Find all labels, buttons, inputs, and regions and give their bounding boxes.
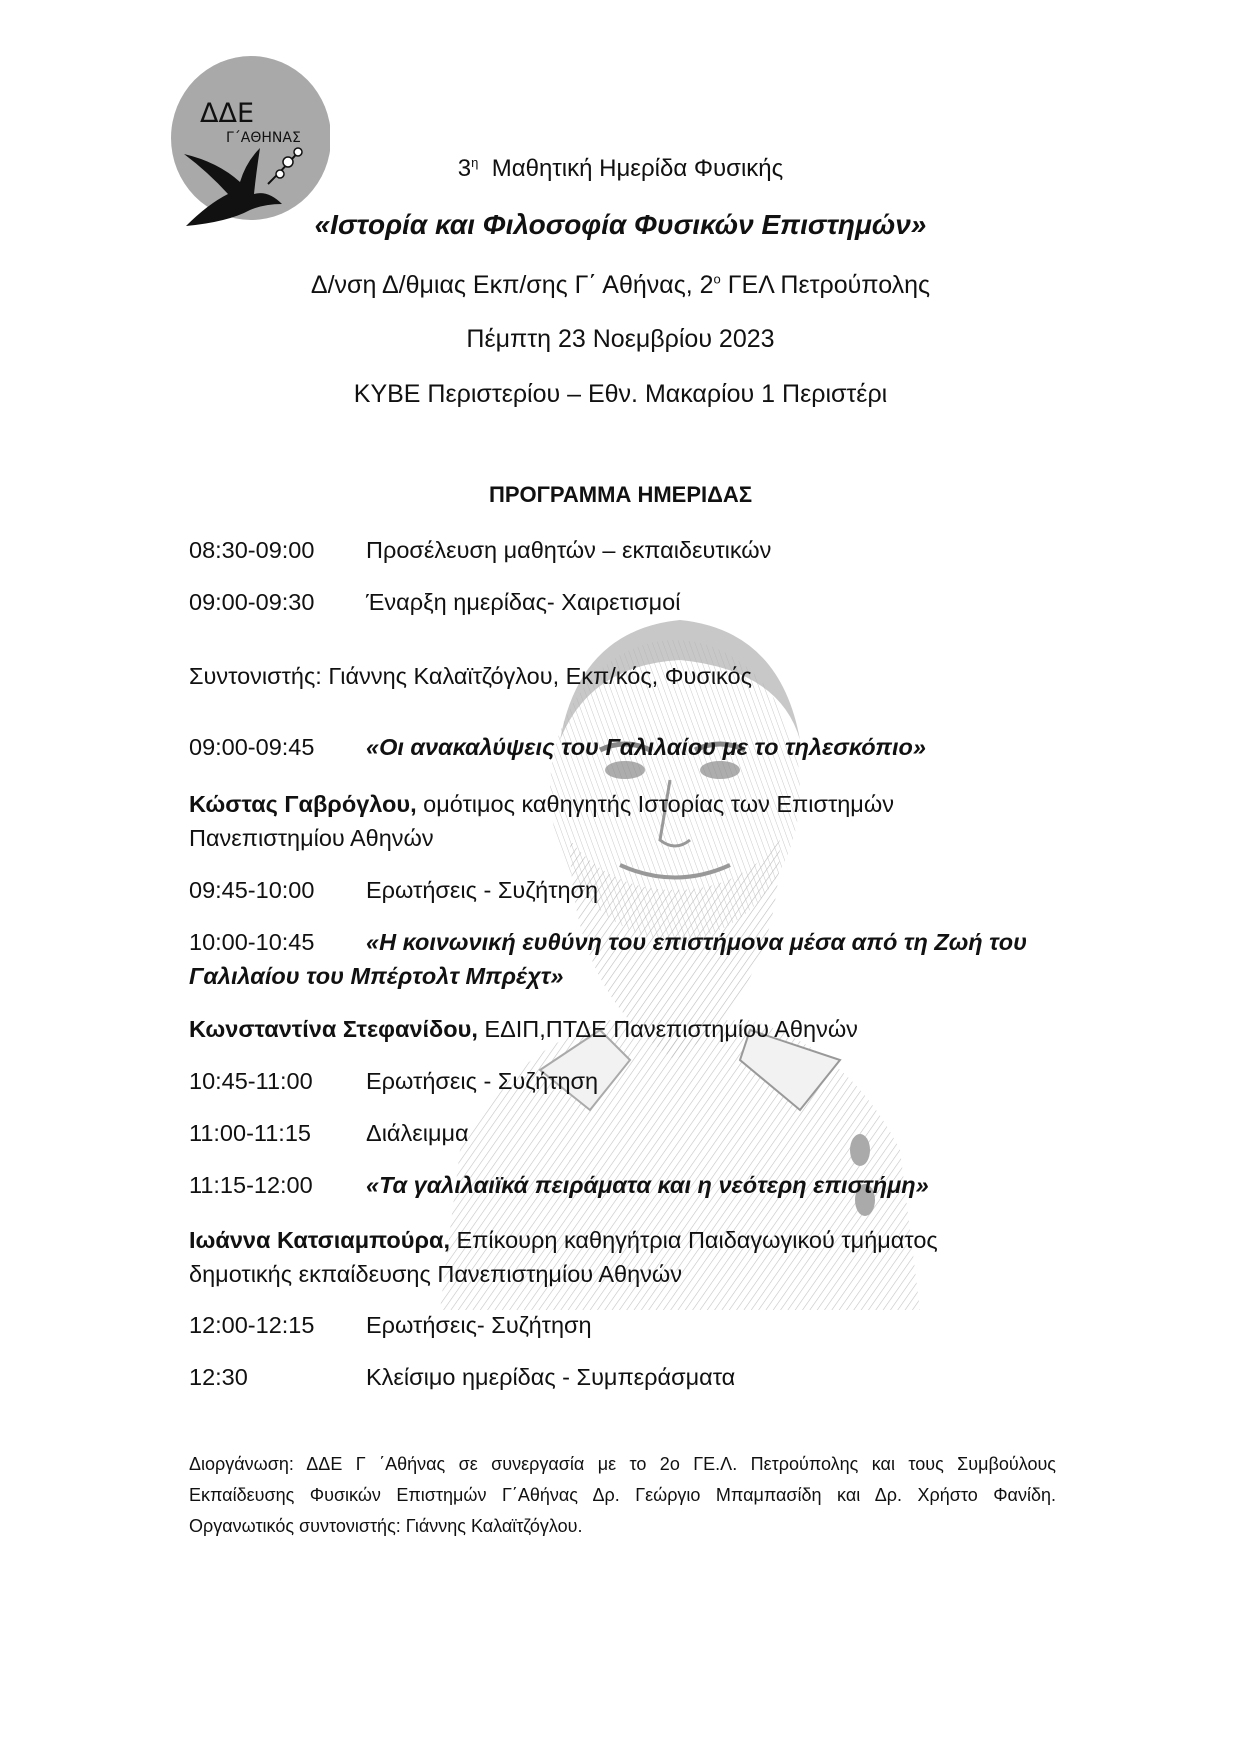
row-time: 12:30 [189,1364,248,1390]
row-time: 12:00-12:15 [189,1312,315,1338]
row-text: Ερωτήσεις - Συζήτηση [366,1068,599,1094]
program-row-talk1 [189,730,1059,764]
row-time: 10:45-11:00 [189,1068,313,1094]
program-row-closing [189,1360,1059,1394]
event-title [0,155,1241,183]
speaker2 [189,1012,1059,1046]
program-row-talk2 [189,925,1059,993]
speaker-role: Επίκουρη καθηγήτρια Παιδαγωγικού τμήματος [449,1227,938,1253]
program-row-qa1 [189,873,1059,907]
dde-logo [168,54,330,226]
row-time: 11:15-12:00 [189,1172,313,1198]
row-text: Ερωτήσεις - Συζήτηση [366,877,599,903]
organizer-suffix: ΓΕΛ Πετρούπολης [720,271,931,299]
speaker1 [189,787,1059,855]
row-text: Προσέλευση μαθητών – εκπαιδευτικών [366,537,772,563]
speaker-name: Ιωάννα Κατσιαμπούρα, [189,1227,450,1253]
organizer-prefix: Δ/νση Δ/θμιας Εκπ/σης Γ΄ Αθήνας, 2 [310,271,714,299]
row-text: Κλείσιμο ημερίδας - Συμπεράσματα [366,1364,736,1390]
speaker-role-cont: Πανεπιστημίου Αθηνών [189,825,434,851]
program-heading: ΠΡΟΓΡΑΜΜΑ ΗΜΕΡΙΔΑΣ [488,482,753,507]
program-row-qa2 [189,1064,1059,1098]
speaker-role-cont: δημοτικής εκπαίδευσης Πανεπιστημίου Αθηνών [189,1261,683,1287]
event-date: Πέμπτη 23 Νοεμβρίου 2023 [466,325,775,353]
event-title-text: Μαθητική Ημερίδα Φυσικής [491,155,784,182]
organizer-sup: ο [713,271,721,287]
speaker-name: Κώστας Γαβρόγλου, [189,791,417,817]
row-time: 09:45-10:00 [189,877,315,903]
organization-footer: Διοργάνωση: ΔΔΕ Γ ΄Αθήνας σε συνεργασία με το 2ο ΓΕ.Λ. Πετρούπολης και τους Συμβούλους Εκπαίδευσης Φυσικών Επιστημών Γ΄Αθήνας Δρ. Γεώργιο Μπαμπασίδη και Δρ. Χρήστο Φανίδη. Οργανωτικός συντονιστής: Γιάννης Καλαϊτζόγλου. [189,1454,1056,1536]
program-row-talk3 [189,1168,1059,1202]
speaker-role: ομότιμος καθηγητής Ιστορίας των Επιστημών [416,791,894,817]
event-sup: η [471,155,479,170]
program-row-arrival [189,533,1059,567]
moderator-line: Συντονιστής: Γιάννης Καλαϊτζόγλου, Εκπ/κός, Φυσικός [189,663,752,689]
row-time: 09:00-09:45 [189,734,315,760]
logo-subtitle: Γ΄ΑΘΗΝΑΣ [226,130,301,146]
event-theme: «Ιστορία και Φιλοσοφία Φυσικών Επιστημών» [314,209,927,240]
row-time: 10:00-10:45 [189,929,315,955]
row-time: 08:30-09:00 [189,537,315,563]
program-row-qa3 [189,1308,1059,1342]
speaker3 [189,1223,1059,1291]
row-text: Διάλειμμα [366,1120,469,1146]
talk-title: «Οι ανακαλύψεις του Γαλιλαίου με το τηλεσκόπιο» [366,734,926,760]
speaker-name: Κωνσταντίνα Στεφανίδου, [189,1016,478,1042]
program-row-opening [189,585,1059,619]
logo-title: ΔΔΕ [200,98,254,129]
row-text: Ερωτήσεις- Συζήτηση [366,1312,592,1338]
talk-title-cont: Γαλιλαίου του Μπέρτολτ Μπρέχτ» [189,963,564,989]
organizer [0,271,1241,300]
speaker-role: ΕΔΙΠ,ΠΤΔΕ Πανεπιστημίου Αθηνών [477,1016,858,1042]
event-number: 3 [457,155,472,182]
program-row-break [189,1116,1059,1150]
event-venue: ΚΥΒΕ Περιστερίου – Εθν. Μακαρίου 1 Περιστέρι [353,380,888,408]
row-time: 11:00-11:15 [189,1120,311,1146]
row-text: Έναρξη ημερίδας- Χαιρετισμοί [366,589,681,615]
talk-title: «Τα γαλιλαιϊκά πειράματα και η νεότερη επιστήμη» [366,1172,929,1198]
row-time: 09:00-09:30 [189,589,315,615]
talk-title: «Η κοινωνική ευθύνη του επιστήμονα μέσα από τη Ζωή του [366,929,1028,955]
